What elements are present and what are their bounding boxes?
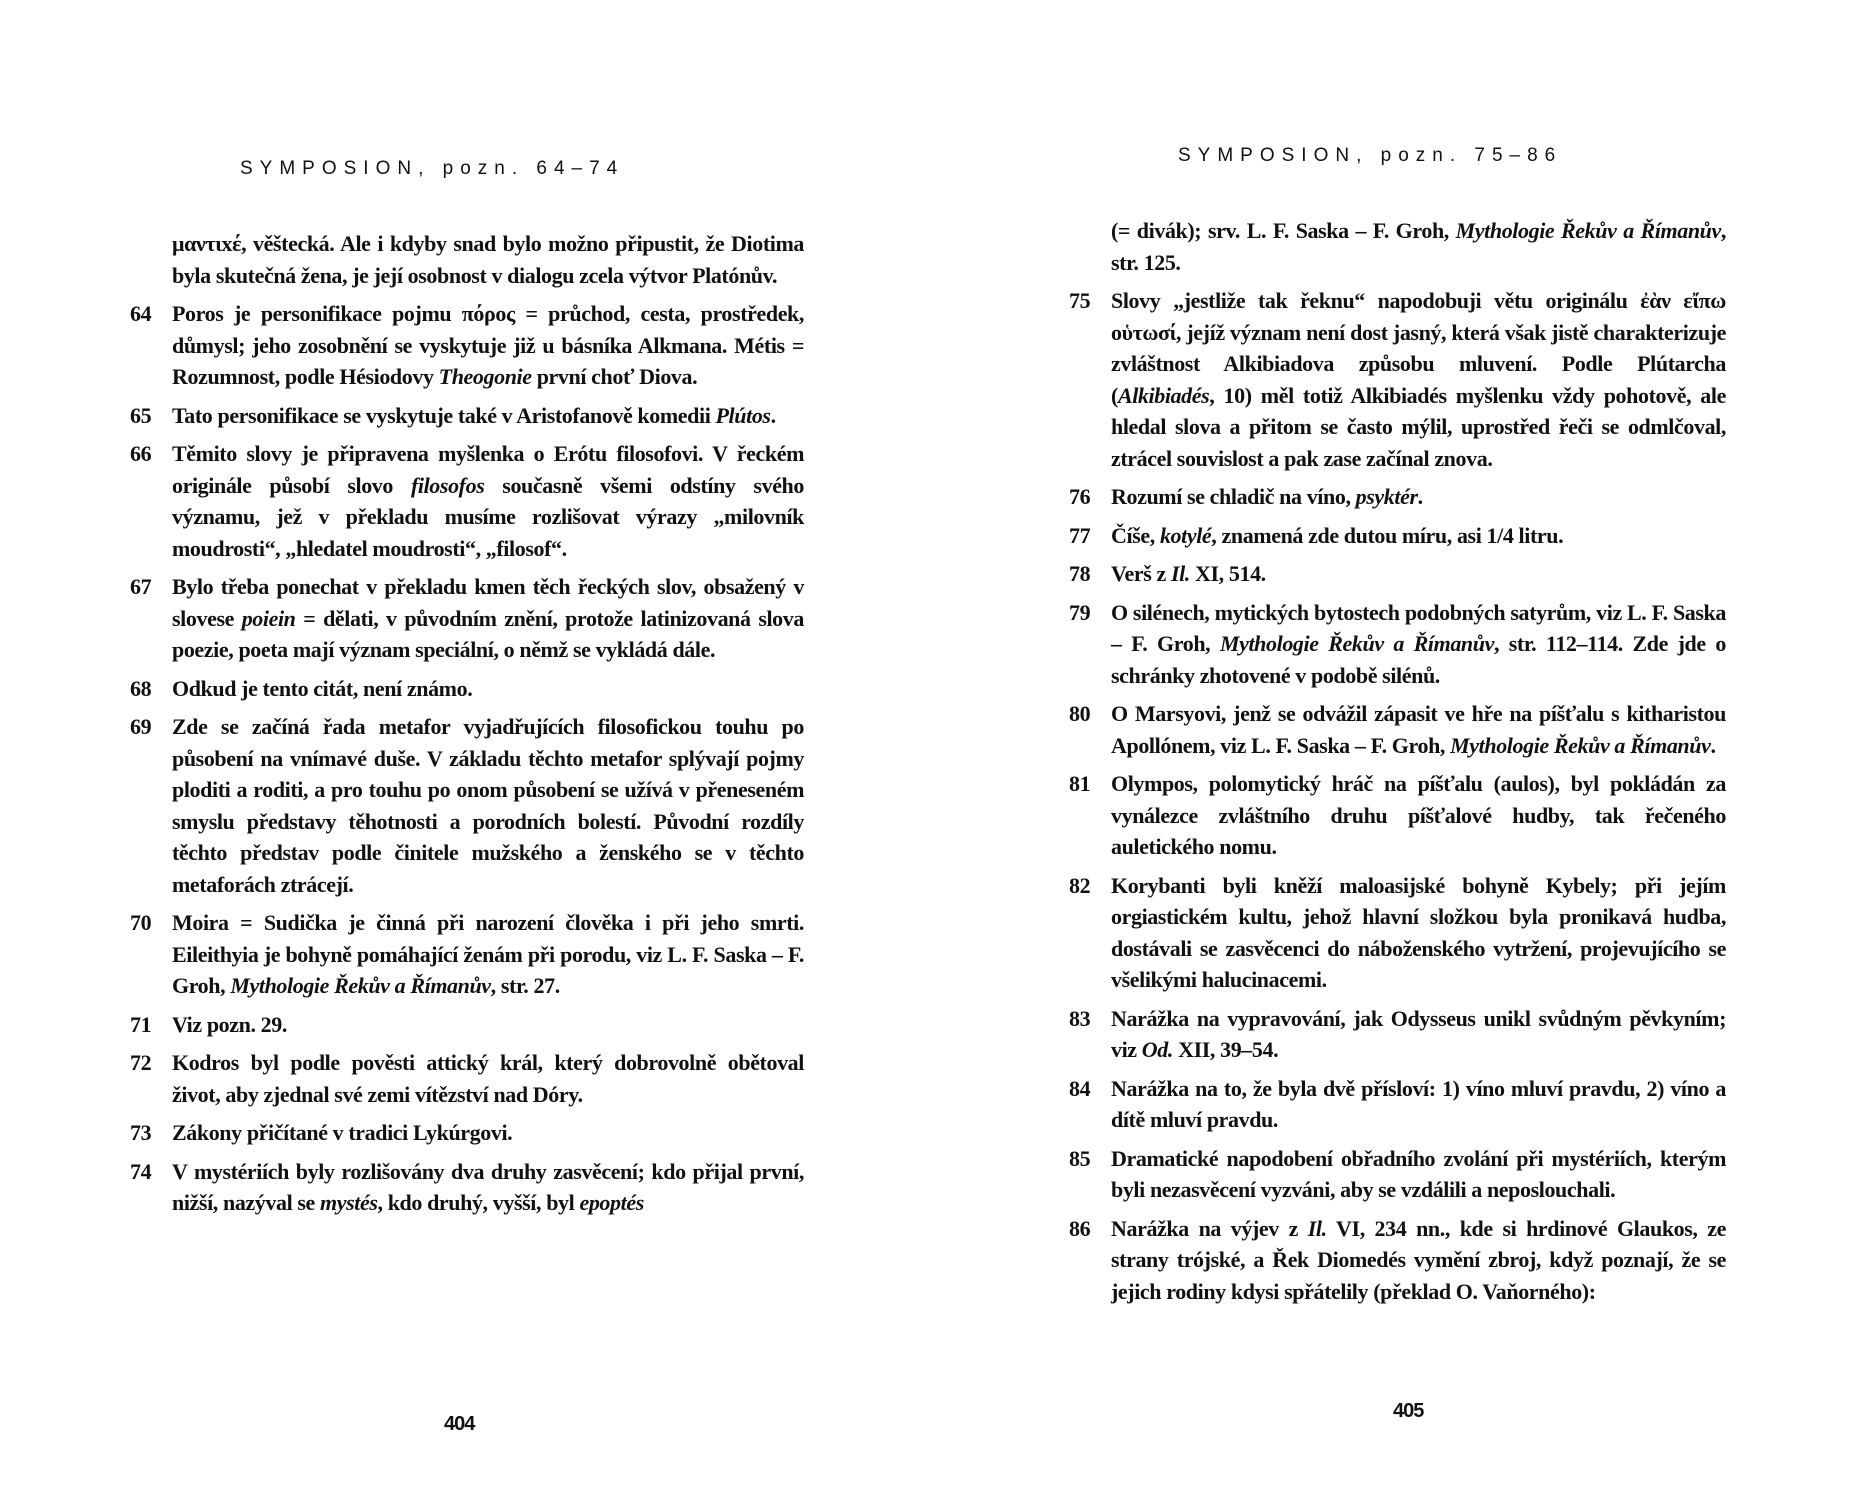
footnote-text	[172, 1117, 804, 1149]
footnote-66	[130, 438, 804, 564]
text-run: Těmito slovy je připravena myšlenka o Erótu filosofovi. V řeckém originále působí slovo	[172, 441, 804, 498]
footnote-number: 65	[130, 402, 152, 428]
text-run: VI, 234 nn., kde si hrdinové Glaukos, ze strany trójské, a Řek Diomedés vymění zbroj, když poznají, že se jejich rodiny kdysi spřátelily (překlad O. Vaňorného):	[1111, 1215, 1726, 1304]
italic-term: epoptés	[579, 1190, 644, 1215]
footnote-number: 83	[1069, 1005, 1091, 1031]
footnote-85	[1069, 1143, 1726, 1206]
text-run: Slovy „jestliže tak řeknu“ napodobuji větu originálu ἐὰν εἴπω οὑτωσί, jejíž význam není dost jasný, která však jistě charakterizuje zvláštnost Alkibiadova způsobu mluvení. Podle Plútarcha (	[1111, 288, 1726, 408]
footnote-81	[1069, 768, 1726, 863]
italic-term: psyktér	[1355, 484, 1418, 509]
text-run: Dramatické napodobení obřadního zvolání při mystériích, kterým byli nezasvěcení vyzváni, aby se vzdálili a neposlouchali.	[1111, 1145, 1726, 1202]
footnote-text	[172, 571, 804, 666]
footnote-70	[130, 907, 804, 1002]
italic-term: Mythologie Řekův a Římanův	[1450, 732, 1711, 758]
italic-term: filosofos	[410, 472, 485, 498]
footnote-text	[172, 400, 804, 432]
footnote-text	[172, 438, 804, 564]
footnote-number: 66	[130, 441, 152, 466]
text-run: XI, 514.	[1189, 561, 1266, 586]
text-run: , znamená zde dutou míru, asi 1/4 litru.	[1211, 522, 1564, 548]
footnote-text	[172, 1156, 804, 1219]
italic-term: Mythologie Řekův a Římanův	[230, 973, 491, 998]
text-run: Narážka na výjev z	[1111, 1215, 1308, 1241]
text-run: O silénech, mytických bytostech podobných satyrům, viz L. F. Saska – F. Groh,	[1111, 599, 1726, 656]
italic-term: kotylé	[1159, 522, 1212, 548]
footnote-text	[172, 298, 804, 393]
footnote-number: 86	[1069, 1215, 1091, 1241]
continuation-paragraph	[130, 228, 804, 291]
continuation-paragraph	[1069, 215, 1726, 278]
footnote-number: 80	[1069, 701, 1091, 726]
text-run: O Marsyovi, jenž se odvážil zápasit ve hře na píšťalu s kitharistou Apollónem, viz L. F. Saska – F. Groh,	[1111, 701, 1726, 758]
footnote-67	[130, 571, 804, 666]
text-run: Moira = Sudička je činná při narození člověka i při jeho smrti. Eileithyia je bohyně pomáhající ženám při porodu, viz L. F. Saska – F. Groh,	[172, 910, 804, 998]
footnote-number: 67	[130, 574, 152, 599]
footnote-number: 68	[130, 675, 152, 701]
italic-term: Mythologie Řekův a Římanův	[1219, 631, 1494, 656]
text-run: , věštecká. Ale i kdyby snad bylo možno připustit, že Diotima byla skutečná žena, je její osobnost v dialogu zcela výtvor Platónův.	[172, 231, 804, 288]
footnote-text	[1111, 1073, 1726, 1136]
footnote-number: 82	[1069, 872, 1091, 898]
text-run: , str. 27.	[490, 973, 560, 998]
text-run: Zde se začíná řada metafor vyjadřujících filosofickou touhu po působení na vnímavé duše. V základu těchto metafor splývají pojmy ploditi a roditi, a pro touhu po onom působení se užívá v přeneseném smyslu představy těhotnosti a porodních bolestí. Původní rozdíly těchto představ podle činitele mužského a ženského se v těchto metaforách ztrácejí.	[172, 714, 804, 897]
italic-term: Od.	[1141, 1037, 1173, 1062]
footnote-83	[1069, 1003, 1726, 1066]
text-run: , 10) měl totiž Alkibiadés myšlenku vždy pohotově, ale hledal slova a přitom se často mýlil, uprostřed řeči se odmlčoval, ztrácel souvislost a pak zase začínal znova.	[1111, 382, 1726, 471]
footnote-64	[130, 298, 804, 393]
text-run: , str. 125.	[1111, 218, 1726, 275]
italic-term: poiein	[241, 605, 296, 631]
text-run: Narážka na vypravování, jak Odysseus unikl svůdným pěvkyním; viz	[1111, 1005, 1726, 1062]
footnote-text	[1111, 1003, 1726, 1066]
notes-list	[1069, 285, 1726, 1307]
footnote-text	[1111, 1213, 1726, 1308]
text-run: XII, 39–54.	[1172, 1037, 1279, 1062]
page-number: 405	[1393, 1400, 1424, 1422]
text-run: Rozumí se chladič na víno,	[1111, 484, 1356, 509]
footnote-text	[1111, 1143, 1726, 1206]
footnote-number: 71	[130, 1011, 152, 1037]
footnote-72	[130, 1047, 804, 1110]
footnote-number: 75	[1069, 288, 1091, 313]
text-run: Olympos, polomytický hráč na píšťalu (aulos), byl pokládán za vynálezce zvláštního druhu píšťalové hudby, tak řečeného auletického nomu.	[1111, 771, 1726, 859]
notes-body	[1069, 215, 1726, 1314]
text-run: Bylo třeba ponechat v překladu kmen těch řeckých slov, obsažený v slovese	[172, 574, 804, 631]
footnote-text	[1111, 520, 1726, 552]
text-run: Odkud je tento citát, není známo.	[172, 675, 473, 701]
footnote-74	[130, 1156, 804, 1219]
footnote-text	[172, 711, 804, 900]
footnote-76	[1069, 481, 1726, 513]
text-run: Verš z	[1111, 561, 1171, 586]
footnote-text	[1111, 870, 1726, 996]
footnote-text	[1111, 285, 1726, 474]
footnote-text	[1111, 558, 1726, 590]
footnote-number: 76	[1069, 484, 1091, 509]
text-run: Poros je personifikace pojmu πόρος = průchod, cesta, prostředek, důmysl; jeho zosobnění se vyskytuje již u básníka Alkmana. Métis = Rozumnost, podle Hésiodovy	[172, 301, 804, 389]
text-run: Viz pozn. 29.	[172, 1011, 287, 1037]
text-run: současně všemi odstíny svého významu, jež v překladu musíme rozlišovat výrazy „milovník moudrosti“, „hledatel moudrosti“, „filosof“.	[172, 472, 804, 561]
italic-term: Il.	[1307, 1215, 1327, 1241]
italic-term: Il.	[1170, 561, 1190, 586]
italic-term: Plútos	[715, 402, 771, 428]
footnote-80	[1069, 698, 1726, 761]
text-run: Tato personifikace se vyskytuje také v Aristofanově komedii	[172, 402, 716, 428]
italic-term: mystés	[320, 1190, 378, 1215]
page-number: 404	[444, 1413, 475, 1435]
footnote-number: 72	[130, 1050, 152, 1075]
footnote-number: 70	[130, 910, 152, 935]
footnote-79	[1069, 597, 1726, 692]
footnote-69	[130, 711, 804, 900]
text-run: .	[770, 402, 776, 428]
footnote-text	[172, 673, 804, 705]
text-run: μαντιxέ	[172, 231, 242, 256]
footnote-text	[172, 1009, 804, 1041]
footnote-number: 64	[130, 301, 152, 326]
footnote-65	[130, 400, 804, 432]
footnote-number: 78	[1069, 561, 1091, 586]
text-run: Kodros byl podle pověsti attický král, který dobrovolně obětoval život, aby zjednal své zemi vítězství nad Dóry.	[172, 1050, 804, 1107]
footnote-86	[1069, 1213, 1726, 1308]
text-run: Zákony přičítané v tradici Lykúrgovi.	[172, 1120, 513, 1145]
footnote-text	[1111, 698, 1726, 761]
footnote-73	[130, 1117, 804, 1149]
footnote-68	[130, 673, 804, 705]
footnote-text	[1111, 597, 1726, 692]
footnote-number: 81	[1069, 771, 1091, 796]
text-run: .	[1710, 732, 1716, 758]
footnote-number: 84	[1069, 1075, 1091, 1101]
text-run: Narážka na to, že byla dvě přísloví: 1) víno mluví pravdu, 2) víno a dítě mluví pravdu.	[1111, 1075, 1726, 1132]
italic-term: Theogonie	[438, 364, 532, 389]
footnote-82	[1069, 870, 1726, 996]
text-run: (= divák); srv. L. F. Saska – F. Groh,	[1111, 218, 1456, 243]
text-run: , kdo druhý, vyšší, byl	[377, 1190, 580, 1215]
footnote-number: 69	[130, 714, 152, 739]
footnote-78	[1069, 558, 1726, 590]
text-run: .	[1417, 484, 1423, 509]
footnote-text	[1111, 768, 1726, 863]
text-run: první choť Diova.	[531, 364, 698, 389]
footnote-number: 85	[1069, 1145, 1091, 1171]
text-run: Korybanti byli kněží maloasijské bohyně Kybely; při jejím orgiastickém kultu, jehož hlavní složkou byla pronikavá hudba, dostávali se zasvěcenci do náboženského vytržení, projevujícího se všelikými halucinacemi.	[1111, 872, 1726, 992]
running-head: SYMPOSION, pozn. 64–74	[240, 158, 625, 179]
text-run: = dělati, v původním znění, protože latinizovaná slova poezie, poeta mají význam speciální, o němž se vykládá dále.	[172, 605, 804, 662]
footnote-84	[1069, 1073, 1726, 1136]
footnote-text	[1111, 481, 1726, 513]
notes-list	[130, 298, 804, 1219]
text-run: Číše,	[1111, 522, 1160, 548]
footnote-text	[172, 1047, 804, 1110]
footnote-number: 79	[1069, 599, 1091, 625]
text-run: V mystériích byly rozlišovány dva druhy zasvěcení; kdo přijal první, nižší, nazýval se	[172, 1158, 804, 1215]
italic-term: Alkibiadés	[1117, 382, 1210, 408]
footnote-75	[1069, 285, 1726, 474]
running-head: SYMPOSION, pozn. 75–86	[1178, 145, 1563, 166]
footnote-number: 74	[130, 1158, 152, 1184]
footnote-number: 77	[1069, 522, 1091, 548]
italic-term: Mythologie Řekův a Římanův	[1455, 218, 1721, 243]
footnote-text	[172, 907, 804, 1002]
text-run: , str. 112–114. Zde jde o schránky zhotovené v podobě silénů.	[1111, 631, 1726, 688]
notes-body	[130, 228, 804, 1226]
footnote-number: 73	[130, 1120, 152, 1145]
footnote-77	[1069, 520, 1726, 552]
footnote-71	[130, 1009, 804, 1041]
